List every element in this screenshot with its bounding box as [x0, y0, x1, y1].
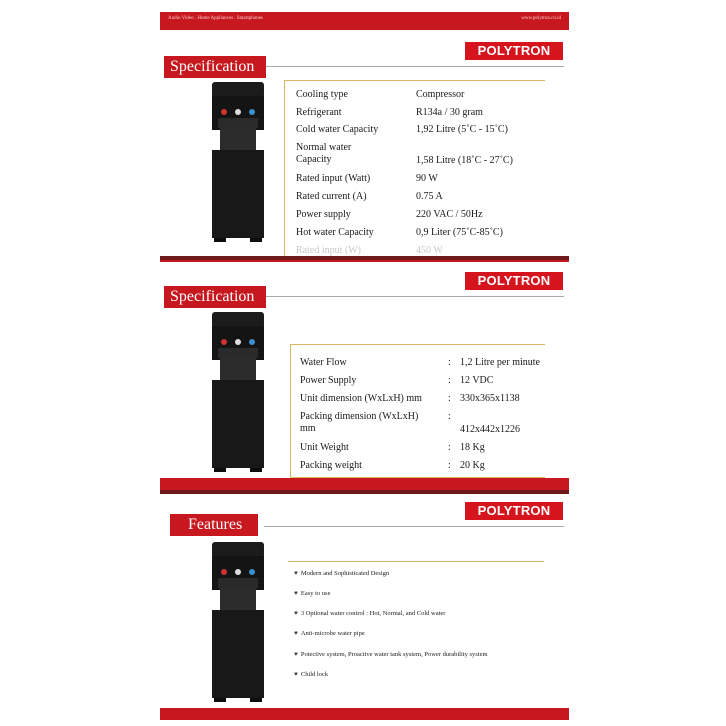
spec-value: 330x365x1138	[460, 393, 520, 404]
spec-label: Power Supply	[300, 375, 357, 386]
brand-logo: POLYTRON	[465, 502, 563, 520]
spec-separator: :	[448, 442, 451, 453]
water-dispenser-image	[210, 312, 266, 472]
section-title-specification: Specification	[164, 286, 266, 308]
heart-bullet-icon: ♥	[294, 610, 298, 617]
spec-value: 0,9 Liter (75˚C-85˚C)	[416, 227, 503, 238]
spec-label: Power supply	[296, 209, 351, 220]
panel-footer-bar	[160, 708, 569, 720]
feature-text: Potective system, Proactive water tank system, Power durability system	[300, 651, 488, 658]
list-item	[294, 671, 328, 679]
panel-footer-stripe	[160, 490, 569, 494]
spec-label: Hot water Capacity	[296, 227, 374, 238]
water-dispenser-image	[210, 82, 266, 242]
spec-value: 1,2 Litre per minute	[460, 357, 540, 368]
spec-value: 412x442x1226	[460, 424, 520, 435]
spec-label: Unit Weight	[300, 442, 349, 453]
spec-value: R134a / 30 gram	[416, 107, 483, 118]
spec-value: 18 Kg	[460, 442, 485, 453]
spec-label: Cold water Capacity	[296, 124, 379, 135]
list-item	[294, 630, 365, 638]
panel-footer-bar	[160, 478, 569, 490]
header-bar	[160, 12, 569, 30]
features-divider	[288, 561, 544, 562]
heart-bullet-icon: ♥	[294, 590, 298, 597]
feature-text: Easy to use	[300, 590, 331, 597]
section-title-specification: Specification	[164, 56, 266, 78]
spec-separator: :	[448, 375, 451, 386]
brand-logo: POLYTRON	[465, 42, 563, 60]
header-categories: Audio Video . Home Appliances . Smartphones	[168, 16, 263, 21]
water-dispenser-image	[210, 542, 266, 702]
heart-bullet-icon: ♥	[294, 671, 298, 678]
spec-label: Unit dimension (WxLxH) mm	[300, 393, 422, 404]
heart-bullet-icon: ♥	[294, 570, 298, 577]
spec-value: 20 Kg	[460, 460, 485, 471]
spec-label: Rated current (A)	[296, 191, 367, 202]
spec-value: 1,92 Litre (5˚C - 15˚C)	[416, 124, 508, 135]
spec-separator: :	[448, 411, 451, 422]
section-title-features: Features	[170, 514, 258, 536]
spec-separator: :	[448, 393, 451, 404]
feature-text: Child lock	[300, 671, 329, 678]
spec-value: 12 VDC	[460, 375, 494, 386]
spec-label: Refrigerant	[296, 107, 342, 118]
feature-text: Modern and Sophisticated Design	[300, 570, 390, 577]
spec-label: Packing weight	[300, 460, 362, 471]
spec-label: Rated input (W)	[296, 245, 361, 256]
list-item	[294, 610, 445, 618]
spec-label: Cooling type	[296, 89, 348, 100]
spec-label: Water Flow	[300, 357, 347, 368]
spec-value: 1,58 Litre (18˚C - 27˚C)	[416, 155, 513, 166]
header-website: www.polytron.co.id	[521, 16, 561, 21]
spec-separator: :	[448, 357, 451, 368]
spec-label: Normal water Capacity	[296, 142, 352, 165]
feature-text: 3 Optional water control : Hot, Normal, and Cold water	[300, 610, 446, 617]
feature-text: Anti-microbe water pipe	[300, 630, 365, 637]
list-item	[294, 570, 389, 578]
spec-value: 450 W	[416, 245, 443, 256]
divider-line	[264, 296, 564, 297]
heart-bullet-icon: ♥	[294, 630, 298, 637]
spec-value: 90 W	[416, 173, 438, 184]
spec-label: Rated input (Watt)	[296, 173, 371, 184]
list-item	[294, 651, 488, 659]
brand-logo: POLYTRON	[465, 272, 563, 290]
heart-bullet-icon: ♥	[294, 651, 298, 658]
list-item	[294, 590, 330, 598]
spec-value: 0.75 A	[416, 191, 443, 202]
spec-separator: :	[448, 460, 451, 471]
divider-line	[264, 66, 564, 67]
spec-label: Packing dimension (WxLxH) mm	[300, 411, 419, 434]
product-sheet	[160, 0, 569, 726]
spec-value: 220 VAC / 50Hz	[416, 209, 483, 220]
panel-footer-stripe	[160, 260, 569, 262]
divider-line	[264, 526, 564, 527]
spec-value: Compressor	[416, 89, 465, 100]
